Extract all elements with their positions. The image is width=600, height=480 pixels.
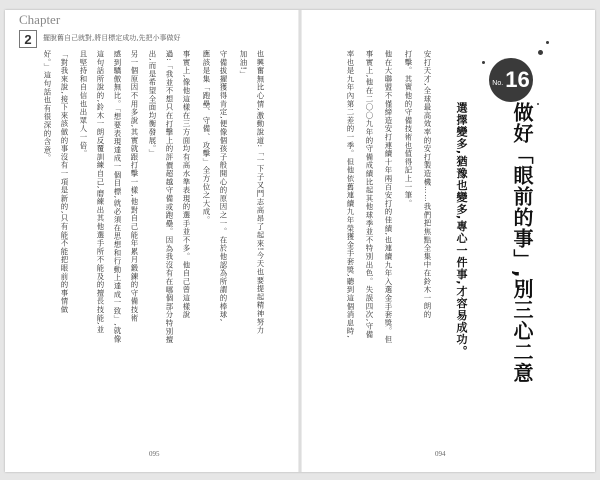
left-body-col-2: 加油!」 bbox=[239, 50, 248, 79]
right-body-col-1: 安打天才,全球最高效率的安打製造機……我們把焦點全集中在鈴木一朗的 bbox=[423, 50, 432, 319]
section-subtitle: 選擇變多,猶豫也變多,專心一件事,才容易成功。 bbox=[455, 102, 468, 358]
left-page-number: 095 bbox=[149, 450, 160, 458]
left-body-col-3: 守備拔擢獲得肯定,便像個孩子般開心的原因之一。在於他認為所謂的棒球, bbox=[219, 50, 228, 323]
left-body-col-5: 事實上,像他這樣在三方面均有高水準表現的選手並不多。他自己曾這樣說 bbox=[182, 50, 191, 319]
left-body-col-13: 好。」這句話也有很深的含意。 bbox=[43, 50, 52, 163]
right-body-col-3: 他在大聯盟不僅締造安打連續十年兩百安打的佳績,也連續九年入選金手套獎。但 bbox=[384, 50, 393, 344]
decorative-dot bbox=[482, 61, 485, 64]
chapter-number: 2 bbox=[19, 30, 37, 48]
decorative-dot bbox=[546, 41, 549, 44]
badge-number: 16 bbox=[505, 67, 530, 92]
left-body-col-4: 應該是集「跑壘、守備、攻擊」全方位之大成。 bbox=[202, 50, 211, 225]
section-title: 做好「眼前的事」,別三心二意 bbox=[510, 102, 534, 384]
left-body-col-12: 「對我來說,接下來該做的事沒有一項是新的,只有能不能把眼前的事情做 bbox=[60, 50, 69, 314]
right-body-col-5: 率也是九年內第二差的一季。但他依舊連續九年榮獲金手套獎,聽到這個消息時, bbox=[346, 50, 355, 339]
left-body-col-1: 也興奮無比心情,激動說道:「一下子又鬥志高昂了起來!今天也要提起精神努力 bbox=[256, 50, 265, 335]
left-body-col-7: 出,而是希望全面均衡發展。」 bbox=[148, 50, 157, 158]
book-spread bbox=[5, 10, 595, 472]
entry-number-badge bbox=[489, 58, 533, 102]
book-gutter bbox=[298, 10, 302, 472]
decorative-dot bbox=[538, 50, 543, 55]
right-page-number: 094 bbox=[435, 450, 446, 458]
left-body-col-8: 另一個原因不用多說,其實就跟打擊一樣,他對自己能年累月鍛鍊的守備技術 bbox=[130, 50, 139, 323]
chapter-word: Chapter bbox=[19, 12, 61, 27]
left-body-col-9: 感到驕傲無比。「想要表現達成一個目標,就必須在思想和行動上達成一致」,就像 bbox=[113, 50, 122, 344]
left-body-col-10: 這句話所說的,鈴木一朗反覆訓練自己,磨練出其他選手所不能及的擅長技能,並 bbox=[96, 50, 105, 334]
right-body-col-2: 打擊。其實他的守備技術也值得記上一筆。 bbox=[404, 50, 413, 208]
decorative-dot bbox=[537, 103, 539, 105]
badge-label: No. bbox=[492, 79, 504, 87]
chapter-title: 擺脫舊自己就對,將目標定成功,先把小事做好 bbox=[43, 34, 181, 42]
left-body-col-11: 且堅持和自信也出眾人一倍。 bbox=[79, 50, 88, 158]
left-body-col-6: 過:「我並不想只在打擊上的評價超越守備或跑壘。因為我沒有在哪個部分特別擅 bbox=[165, 50, 174, 344]
right-body-col-4: 事實上,他在二〇〇九年的守備成績比起其他球季並不特別出色。失誤四次,守備 bbox=[365, 50, 374, 339]
